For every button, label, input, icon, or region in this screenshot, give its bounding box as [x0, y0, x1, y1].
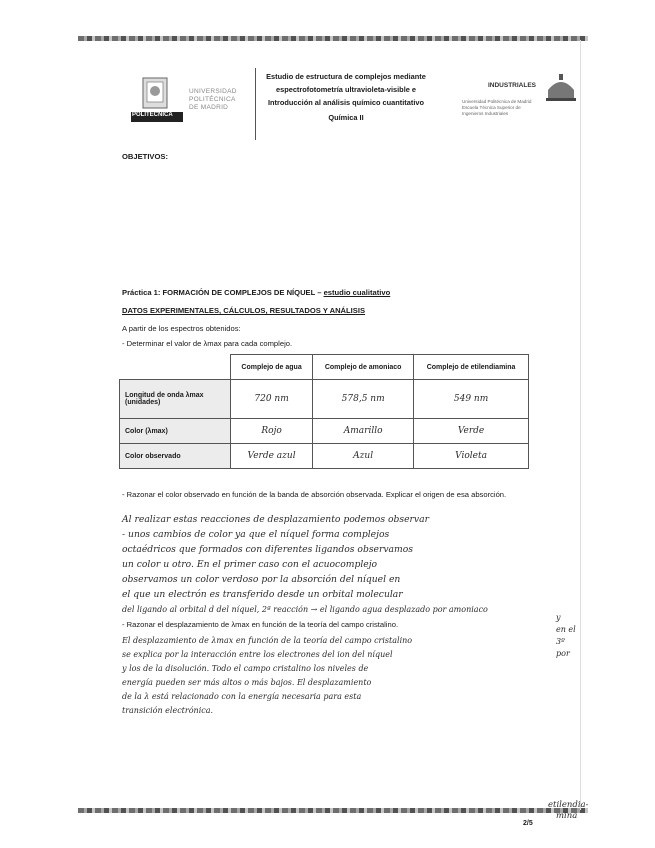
- page-edge: [580, 40, 581, 810]
- table-cell: Amarillo: [313, 419, 414, 444]
- table-corner: [120, 355, 231, 380]
- table-row: [120, 419, 529, 444]
- table-cell: Verde azul: [231, 444, 313, 469]
- answer-line: - unos cambios de color ya que el níquel forma complejos: [122, 529, 390, 540]
- answer-line: observamos un color verdoso por la absorción del níquel en: [122, 574, 401, 585]
- table-row: [120, 380, 529, 419]
- intro-text: A partir de los espectros obtenidos:: [122, 324, 241, 333]
- subject-name: Química II: [328, 113, 364, 122]
- margin-note-bottom: etilendia- mina: [548, 800, 589, 821]
- table-cell: 720 nm: [231, 380, 313, 419]
- table-cell: Rojo: [231, 419, 313, 444]
- answer-line: El desplazamiento de λmax en función de la teoría del campo cristalino: [122, 636, 413, 645]
- title-line-1: Estudio de estructura de complejos mediante: [266, 72, 426, 81]
- instruction-text: - Determinar el valor de λmax para cada complejo.: [122, 339, 293, 348]
- answer-line: un color u otro. En el primer caso con el acuocomplejo: [122, 559, 378, 570]
- scan-artifact-top: [78, 36, 588, 41]
- practica-title: Práctica 1: FORMACIÓN DE COMPLEJOS DE NÍQUEL – estudio cualitativo: [122, 288, 391, 297]
- answer-line: de la λ está relacionado con la energía necesaria para esta: [122, 692, 362, 701]
- table-cell: 549 nm: [414, 380, 529, 419]
- answer-line: energía pueden ser más altos o más bajos. El desplazamiento: [122, 678, 372, 687]
- table-cell: Azul: [313, 444, 414, 469]
- etsii-logo: [442, 70, 582, 117]
- practice-title-box: [255, 68, 436, 140]
- table-row: [120, 444, 529, 469]
- table-cell: Verde: [414, 419, 529, 444]
- table-header-row: [120, 355, 529, 380]
- university-name: UNIVERSIDAD POLITÉCNICA DE MADRID: [189, 88, 237, 111]
- answer-1: [122, 512, 488, 617]
- row-header: Longitud de onda λmax (unidades): [120, 380, 231, 419]
- page-number: 2/5: [523, 820, 533, 827]
- row-header: Color (λmax): [120, 419, 231, 444]
- title-line-3: Introducción al análisis químico cuantitativo: [267, 98, 425, 107]
- question-2: - Razonar el desplazamiento de λmax en función de la teoría del campo cristalino.: [122, 620, 399, 629]
- etsii-text: Universidad Politécnica de Madrid Escuela Técnica Superior de Ingenieros Industriales: [462, 99, 532, 116]
- table-cell: Violeta: [414, 444, 529, 469]
- dome-icon: [544, 72, 578, 102]
- results-table: [119, 354, 529, 469]
- answer-line: octaédricos que formados con diferentes ligandos observamos: [122, 544, 413, 555]
- answer-line: Al realizar estas reacciones de desplazamiento podemos observar: [122, 514, 429, 525]
- section-heading: DATOS EXPERIMENTALES, CÁLCULOS, RESULTADOS Y ANÁLISIS: [122, 306, 366, 315]
- answer-line: se explica por la interacción entre los electrones del ion del níquel: [122, 650, 393, 659]
- column-header: Complejo de agua: [231, 355, 313, 380]
- title-line-2: espectrofotometría ultravioleta-visible e: [275, 85, 417, 94]
- question-1: - Razonar el color observado en función de la banda de absorción observada. Explicar el origen de esa absorción.: [122, 490, 507, 499]
- objetivos-heading: OBJETIVOS:: [122, 152, 168, 161]
- column-header: Complejo de amoniaco: [313, 355, 414, 380]
- answer-line: del ligando al orbital d del níquel, 2ª reacción → el ligando agua desplazado por amoniaco: [122, 605, 488, 614]
- politecnica-badge: POLITÉCNICA: [132, 112, 173, 118]
- industriales-brand: INDUSTRIALES: [487, 82, 536, 89]
- answer-line: y los de la disolución. Todo el campo cristalino los niveles de: [122, 664, 369, 673]
- answer-2: [122, 634, 412, 718]
- row-header: Color observado: [120, 444, 231, 469]
- answer-line: transición electrónica.: [122, 706, 214, 715]
- table-cell: 578,5 nm: [313, 380, 414, 419]
- margin-note: y en el 3º por: [556, 613, 576, 658]
- scan-artifact-bottom: [78, 808, 588, 813]
- column-header: Complejo de etilendiamina: [414, 355, 529, 380]
- answer-line: el que un electrón es transferido desde un orbital molecular: [122, 589, 403, 600]
- document-header: [115, 62, 585, 142]
